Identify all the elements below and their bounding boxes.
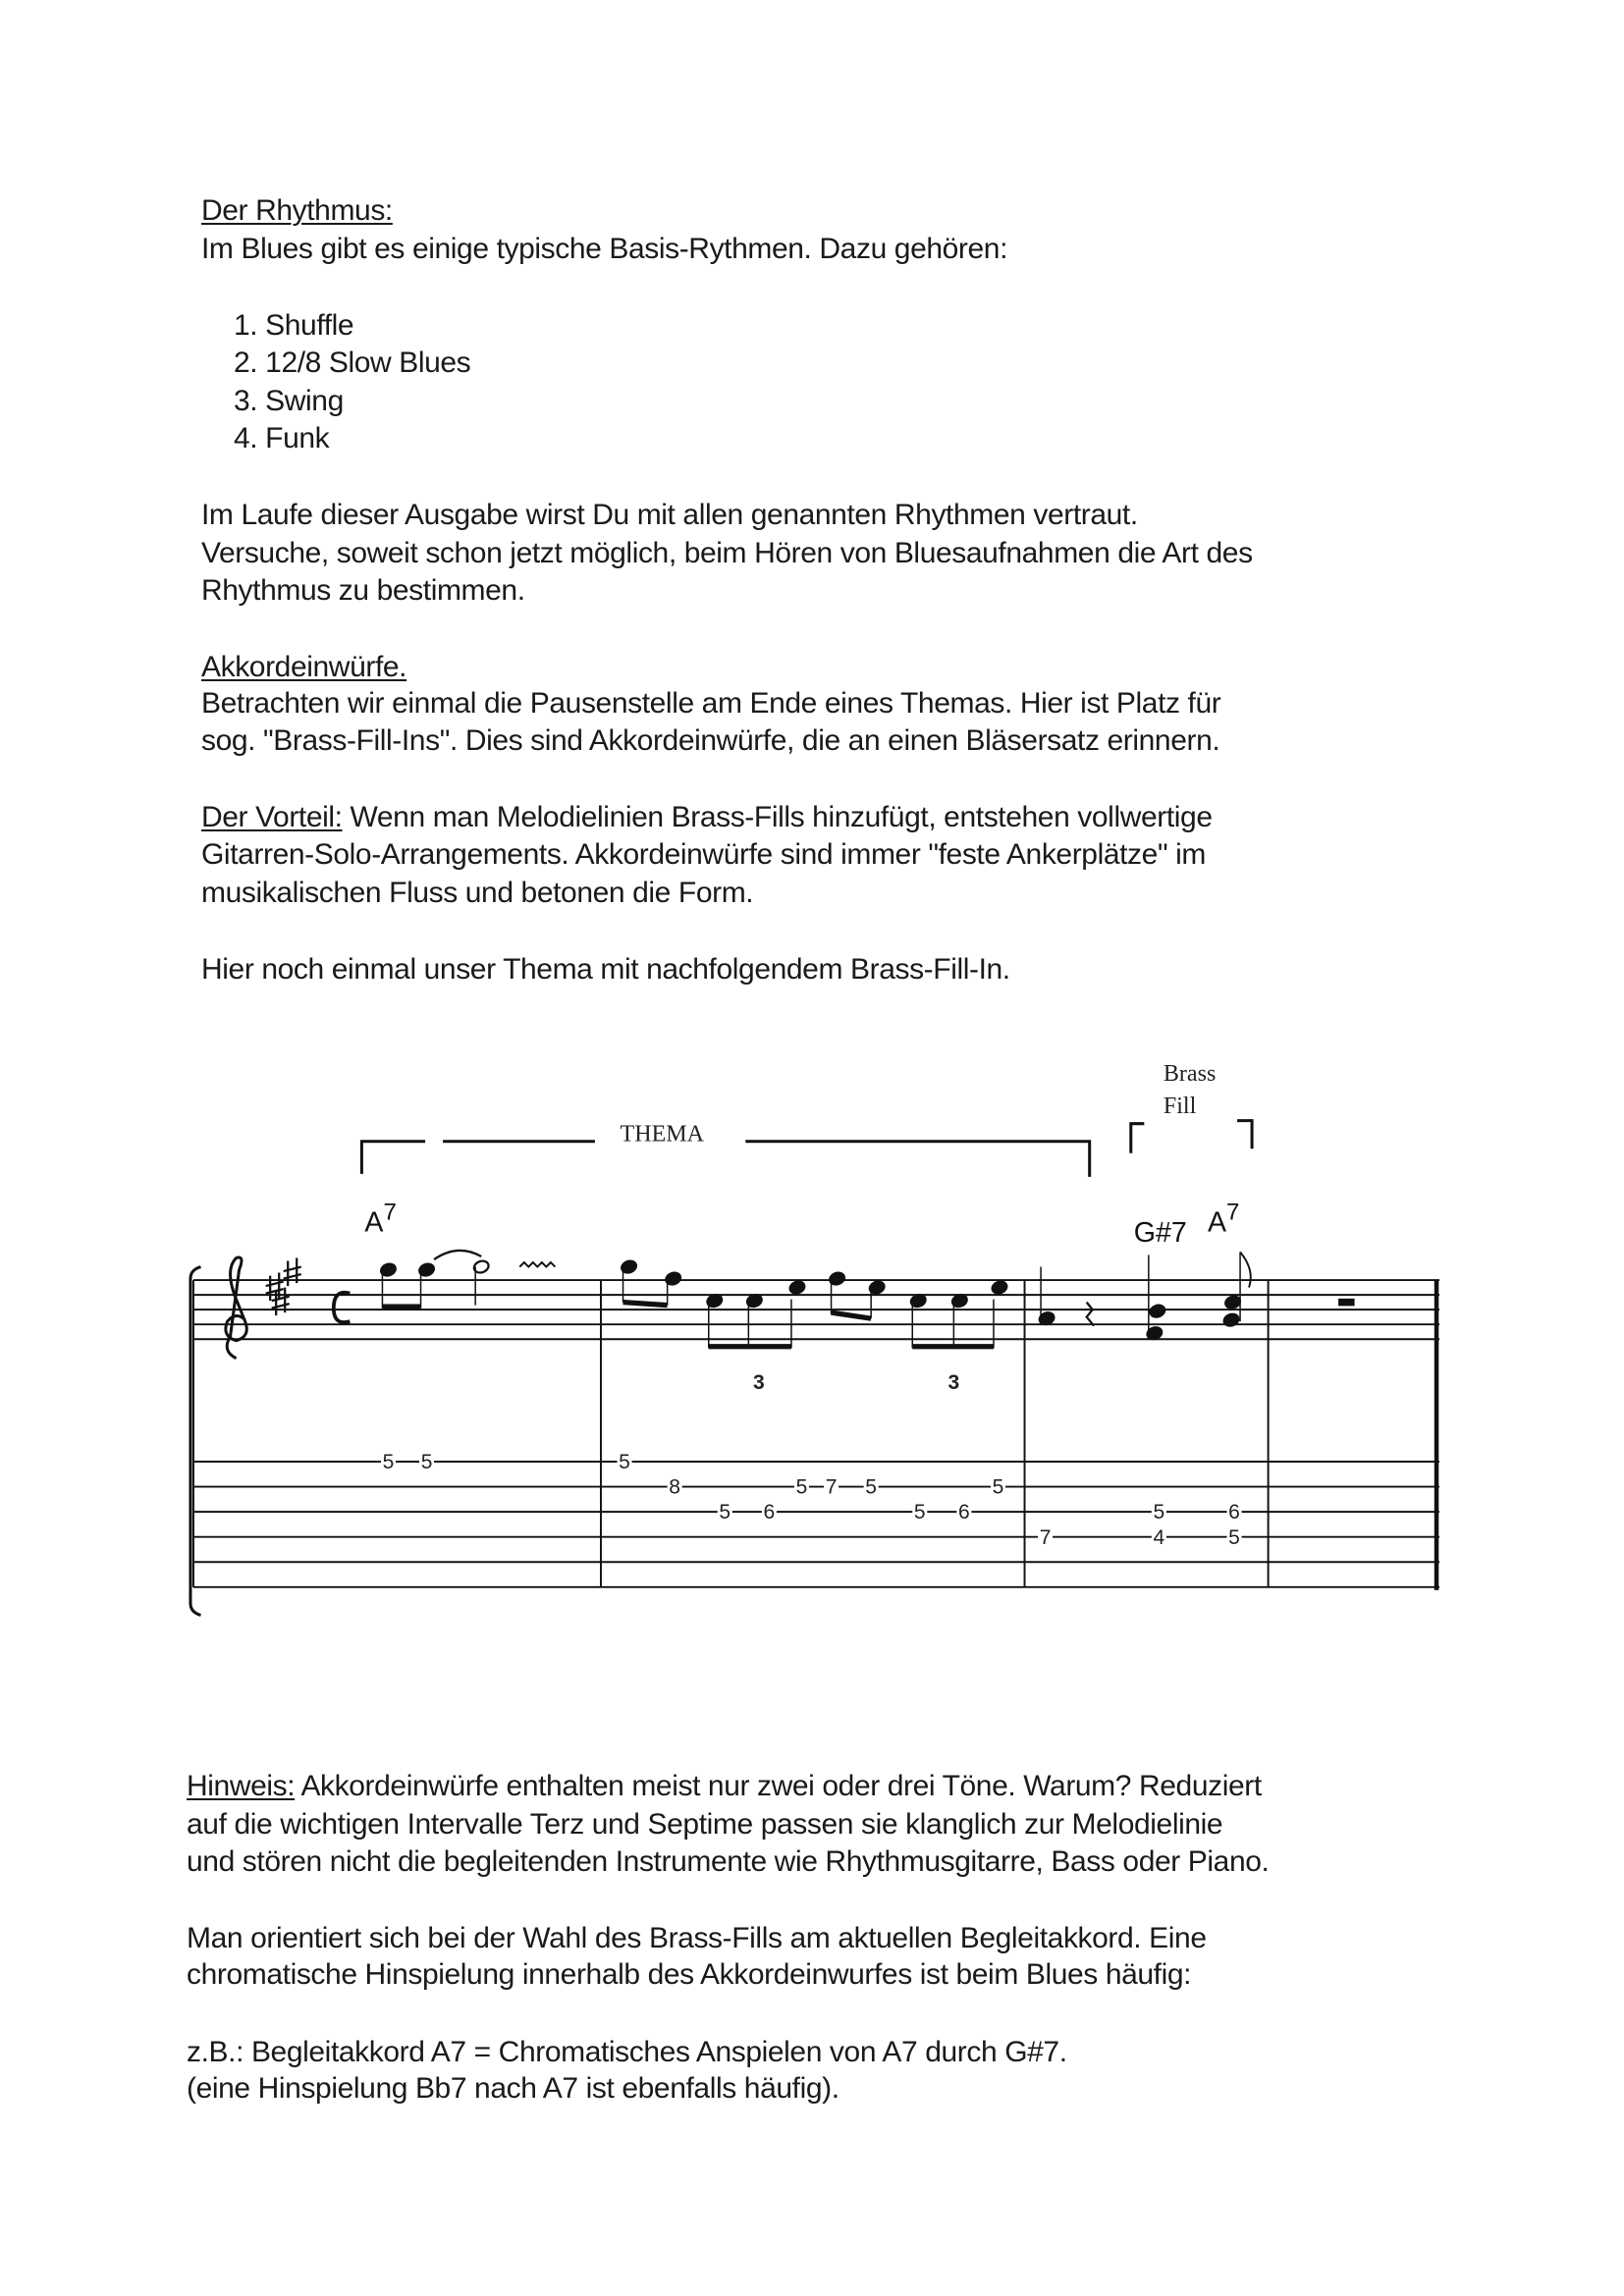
fill-label: Fill bbox=[1163, 1094, 1197, 1120]
triplet-mark: 3 bbox=[753, 1370, 765, 1394]
tab-number: 5 bbox=[619, 1451, 630, 1474]
tab-number: 6 bbox=[958, 1501, 970, 1524]
tab-number: 5 bbox=[420, 1451, 433, 1474]
list-item: 3. Swing bbox=[234, 385, 344, 417]
list-item: 1. Shuffle bbox=[234, 309, 354, 342]
treble-clef-icon bbox=[226, 1257, 246, 1359]
brass-label: Brass bbox=[1163, 1061, 1217, 1088]
lead-in: Hier noch einmal unser Thema mit nachfolgendem Brass-Fill-In. bbox=[201, 953, 1010, 986]
note-head bbox=[788, 1280, 806, 1296]
beam bbox=[832, 1312, 872, 1318]
tab-numbers bbox=[381, 1450, 1242, 1549]
note-head bbox=[1224, 1295, 1242, 1310]
fills-paragraph-line: Betrachten wir einmal die Pausenstelle am Ende eines Themas. Hier ist Platz für bbox=[201, 687, 1221, 720]
thema-label: THEMA bbox=[620, 1121, 705, 1148]
tab-number: 8 bbox=[669, 1475, 681, 1499]
tab-number: 7 bbox=[1039, 1525, 1052, 1549]
rhythm-paragraph-line: Im Laufe dieser Ausgabe wirst Du mit allen genannten Rhythmen vertraut. bbox=[201, 499, 1138, 531]
hint-line: und stören nicht die begleitenden Instrumente wie Rhythmusgitarre, Bass oder Piano. bbox=[187, 1845, 1270, 1878]
tab-number: 5 bbox=[865, 1475, 878, 1499]
tab-number: 5 bbox=[719, 1501, 731, 1524]
tab-number: 4 bbox=[1153, 1525, 1165, 1549]
rhythm-intro: Im Blues gibt es einige typische Basis-Rythmen. Dazu gehören: bbox=[201, 233, 1008, 265]
example-line: z.B.: Begleitakkord A7 = Chromatisches Anspielen von A7 durch G#7. bbox=[187, 2036, 1067, 2068]
chord-symbol: $A^7$ bbox=[364, 1199, 397, 1239]
heading-rhythm: Der Rhythmus: bbox=[201, 194, 393, 227]
tab-number: 5 bbox=[1153, 1501, 1165, 1524]
chord-symbol: G#7 bbox=[1133, 1216, 1187, 1249]
hint-line: auf die wichtigen Intervalle Terz und Septime passen sie klanglich zur Melodielinie bbox=[187, 1808, 1223, 1841]
tab-number: 5 bbox=[382, 1451, 395, 1474]
note-head bbox=[991, 1280, 1008, 1296]
hint-line bbox=[187, 1768, 1262, 1805]
hint-paragraph-line: Man orientiert sich bei der Wahl des Brass-Fills am aktuellen Begleitakkord. Eine bbox=[187, 1922, 1207, 1954]
flag bbox=[1240, 1253, 1251, 1288]
hint-paragraph-line: chromatische Hinspielung innerhalb des Akkordeinwurfes ist beim Blues häufig: bbox=[187, 1958, 1192, 1991]
list-item: 2. 12/8 Slow Blues bbox=[234, 347, 471, 379]
tie bbox=[434, 1251, 481, 1259]
rest-icon bbox=[1087, 1303, 1095, 1326]
fills-paragraph-line: sog. "Brass-Fill-Ins". Dies sind Akkordeinwürfe, die an einen Bläsersatz erinnern. bbox=[201, 724, 1220, 757]
triplet-mark: 3 bbox=[947, 1370, 960, 1394]
sharp-icon bbox=[266, 1273, 284, 1302]
tab-number: 5 bbox=[913, 1501, 926, 1524]
tab-number: 6 bbox=[1228, 1501, 1240, 1524]
staff bbox=[190, 1267, 1439, 1616]
hint-label: Hinweis: bbox=[187, 1770, 296, 1802]
advantage-line: musikalischen Fluss und betonen die Form. bbox=[201, 877, 754, 909]
notes bbox=[226, 1251, 1354, 1359]
tab-number: 5 bbox=[992, 1475, 1004, 1499]
chord-symbol: $A^7$ bbox=[1207, 1199, 1240, 1239]
tab-number: 6 bbox=[763, 1501, 776, 1524]
beam bbox=[623, 1303, 668, 1306]
common-time-icon bbox=[334, 1293, 351, 1322]
note-head bbox=[1149, 1304, 1166, 1319]
example-line: (eine Hinspielung Bb7 nach A7 ist ebenfalls häufig). bbox=[187, 2072, 839, 2105]
brass-bracket bbox=[1131, 1121, 1252, 1153]
advantage-text: Wenn man Melodielinien Brass-Fills hinzufügt, entstehen vollwertige bbox=[342, 801, 1213, 833]
sharp-icon bbox=[284, 1258, 301, 1287]
rhythm-paragraph-line: Rhythmus zu bestimmen. bbox=[201, 574, 525, 607]
tab-number: 5 bbox=[795, 1475, 808, 1499]
trill-icon bbox=[519, 1262, 555, 1267]
rhythm-paragraph-line: Versuche, soweit schon jetzt möglich, beim Hören von Bluesaufnahmen die Art des bbox=[201, 537, 1253, 569]
advantage-line: Gitarren-Solo-Arrangements. Akkordeinwürfe sind immer "feste Ankerplätze" im bbox=[201, 838, 1206, 871]
list-item: 4. Funk bbox=[234, 422, 330, 454]
whole-rest-icon bbox=[1339, 1300, 1354, 1306]
heading-fills: Akkordeinwürfe. bbox=[201, 651, 407, 683]
thema-bracket bbox=[361, 1142, 1089, 1177]
tab-number: 5 bbox=[1228, 1525, 1240, 1549]
hint-text: Akkordeinwürfe enthalten meist nur zwei oder drei Töne. Warum? Reduziert bbox=[295, 1770, 1262, 1802]
tab-number: 7 bbox=[825, 1475, 838, 1499]
note-head bbox=[1222, 1312, 1240, 1328]
advantage-label: Der Vorteil: bbox=[201, 801, 343, 833]
